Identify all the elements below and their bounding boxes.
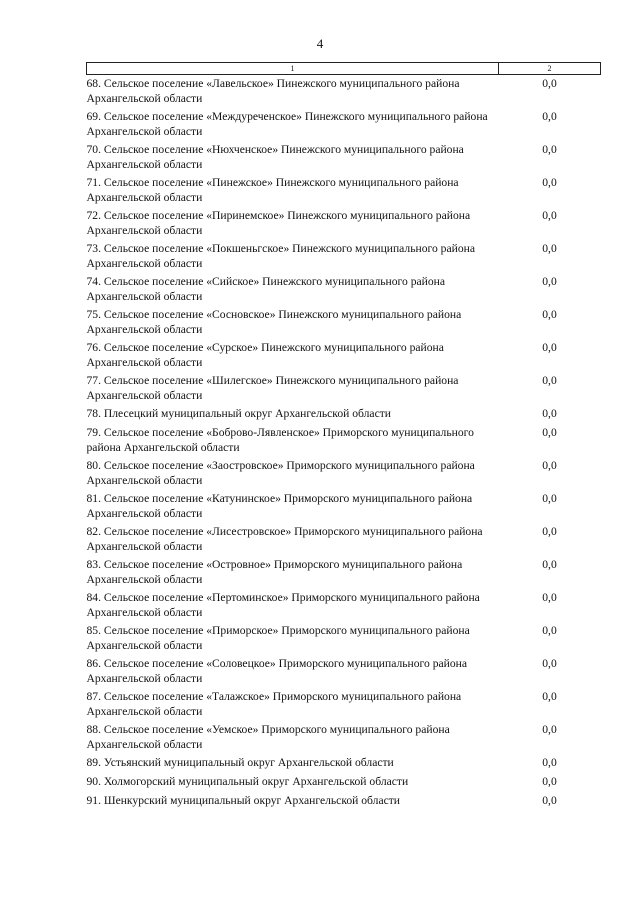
table-row bbox=[87, 457, 601, 490]
settlement-name: 78. Плесецкий муниципальный округ Архангельской области bbox=[86, 407, 391, 420]
value-cell: 0,0 bbox=[542, 459, 557, 472]
value-cell: 0,0 bbox=[542, 624, 557, 637]
value-cell: 0,0 bbox=[542, 176, 557, 189]
table-row bbox=[87, 372, 601, 405]
value-cell: 0,0 bbox=[542, 308, 557, 321]
value-cell: 0,0 bbox=[542, 591, 557, 604]
table-row bbox=[87, 141, 601, 174]
table-row bbox=[87, 108, 601, 141]
table-row bbox=[87, 240, 601, 273]
table-row bbox=[87, 655, 601, 688]
value-cell: 0,0 bbox=[542, 794, 557, 807]
settlement-name: 71. Сельское поселение «Пинежское» Пинежского муниципального района Архангельской области bbox=[86, 176, 459, 204]
table-header-row bbox=[87, 63, 601, 75]
settlement-name: 90. Холмогорский муниципальный округ Архангельской области bbox=[86, 775, 409, 788]
value-cell: 0,0 bbox=[542, 209, 557, 222]
value-cell: 0,0 bbox=[542, 775, 557, 788]
table-row bbox=[87, 306, 601, 339]
value-cell: 0,0 bbox=[542, 492, 557, 505]
settlement-name: 76. Сельское поселение «Сурское» Пинежского муниципального района Архангельской области bbox=[86, 341, 444, 369]
value-cell: 0,0 bbox=[542, 77, 557, 90]
table-row bbox=[87, 75, 601, 109]
settlement-name: 85. Сельское поселение «Приморское» Приморского муниципального района Архангельской области bbox=[86, 624, 470, 652]
value-cell: 0,0 bbox=[542, 143, 557, 156]
table-row bbox=[87, 424, 601, 457]
value-cell: 0,0 bbox=[542, 374, 557, 387]
settlement-name: 75. Сельское поселение «Сосновское» Пинежского муниципального района Архангельской области bbox=[86, 308, 462, 336]
table-row bbox=[87, 339, 601, 372]
value-cell: 0,0 bbox=[542, 558, 557, 571]
value-cell: 0,0 bbox=[542, 756, 557, 769]
data-table bbox=[86, 62, 601, 811]
settlement-name: 82. Сельское поселение «Лисестровское» Приморского муниципального района Архангельской области bbox=[86, 525, 483, 553]
table-row bbox=[87, 721, 601, 754]
settlement-name: 69. Сельское поселение «Междуреченское» Пинежского муниципального района Архангельской области bbox=[86, 110, 488, 138]
table-row bbox=[87, 754, 601, 773]
value-cell: 0,0 bbox=[542, 275, 557, 288]
value-cell: 0,0 bbox=[542, 110, 557, 123]
table-row bbox=[87, 792, 601, 811]
settlement-name: 80. Сельское поселение «Заостровское» Приморского муниципального района Архангельской области bbox=[86, 459, 475, 487]
settlement-name: 88. Сельское поселение «Уемское» Приморского муниципального района Архангельской области bbox=[86, 723, 450, 751]
table-row bbox=[87, 174, 601, 207]
settlement-name: 79. Сельское поселение «Боброво-Лявленское» Приморского муниципального района Архангельской области bbox=[86, 426, 474, 454]
table-row bbox=[87, 556, 601, 589]
value-cell: 0,0 bbox=[542, 426, 557, 439]
settlement-name: 87. Сельское поселение «Талажское» Приморского муниципального района Архангельской области bbox=[86, 690, 462, 718]
settlement-name: 70. Сельское поселение «Нюхченское» Пинежского муниципального района Архангельской области bbox=[86, 143, 464, 171]
settlement-name: 84. Сельское поселение «Пертоминское» Приморского муниципального района Архангельской области bbox=[86, 591, 480, 619]
settlement-name: 86. Сельское поселение «Соловецкое» Приморского муниципального района Архангельской области bbox=[86, 657, 467, 685]
table-row bbox=[87, 490, 601, 523]
column-header: 1 bbox=[87, 63, 499, 75]
settlement-name: 81. Сельское поселение «Катунинское» Приморского муниципального района Архангельской области bbox=[86, 492, 473, 520]
value-cell: 0,0 bbox=[542, 242, 557, 255]
table-row bbox=[87, 622, 601, 655]
settlement-name: 91. Шенкурский муниципальный округ Архангельской области bbox=[86, 794, 401, 807]
page-number: 4 bbox=[316, 36, 324, 51]
table-row bbox=[87, 273, 601, 306]
table-row bbox=[87, 773, 601, 792]
settlement-name: 74. Сельское поселение «Сийское» Пинежского муниципального района Архангельской области bbox=[86, 275, 445, 303]
value-cell: 0,0 bbox=[542, 341, 557, 354]
settlement-name: 72. Сельское поселение «Пиринемское» Пинежского муниципального района Архангельской области bbox=[86, 209, 471, 237]
settlement-name: 68. Сельское поселение «Лавельское» Пинежского муниципального района Архангельской области bbox=[86, 77, 460, 105]
table-row bbox=[87, 405, 601, 424]
settlement-name: 77. Сельское поселение «Шилегское» Пинежского муниципального района Архангельской области bbox=[86, 374, 459, 402]
settlement-name: 83. Сельское поселение «Островное» Приморского муниципального района Архангельской области bbox=[86, 558, 463, 586]
settlement-name: 73. Сельское поселение «Покшеньгское» Пинежского муниципального района Архангельской области bbox=[86, 242, 475, 270]
value-cell: 0,0 bbox=[542, 690, 557, 703]
column-header: 2 bbox=[499, 63, 601, 75]
settlement-name: 89. Устьянский муниципальный округ Архангельской области bbox=[86, 756, 394, 769]
value-cell: 0,0 bbox=[542, 657, 557, 670]
value-cell: 0,0 bbox=[542, 407, 557, 420]
table-row bbox=[87, 688, 601, 721]
value-cell: 0,0 bbox=[542, 525, 557, 538]
value-cell: 0,0 bbox=[542, 723, 557, 736]
table-row bbox=[87, 589, 601, 622]
table-row bbox=[87, 523, 601, 556]
table-row bbox=[87, 207, 601, 240]
